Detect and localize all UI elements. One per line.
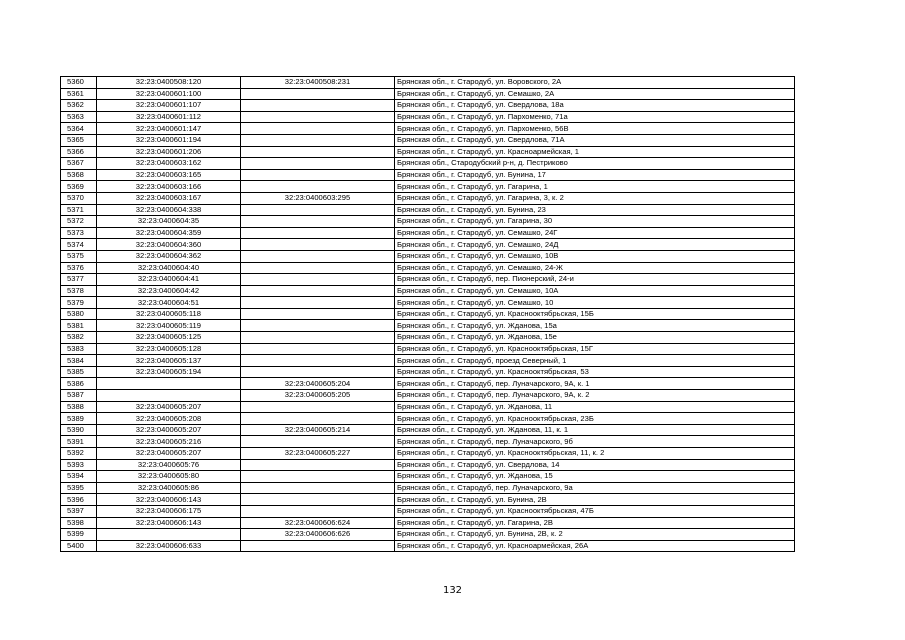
table-row — [61, 529, 795, 541]
address-cell: Брянская обл., г. Стародуб, ул. Жданова, 15а — [395, 320, 795, 332]
row-number-cell: 5399 — [61, 529, 97, 541]
cadastral-number-cell: 32:23:0400604:362 — [97, 250, 241, 262]
address-cell: Брянская обл., г. Стародуб, ул. Бунина, 17 — [395, 169, 795, 181]
address-cell: Брянская обл., г. Стародуб, ул. Краснооктябрьская, 11, к. 2 — [395, 448, 795, 460]
address-cell: Брянская обл., г. Стародуб, ул. Красноармейская, 26А — [395, 540, 795, 552]
cadastral-number-cell: 32:23:0400604:40 — [97, 262, 241, 274]
address-cell: Брянская обл., г. Стародуб, ул. Свердлова, 14 — [395, 459, 795, 471]
related-cadastral-number-cell — [241, 505, 395, 517]
address-cell: Брянская обл., г. Стародуб, пер. Луначарского, 9б — [395, 436, 795, 448]
row-number-cell: 5376 — [61, 262, 97, 274]
cadastral-number-cell: 32:23:0400601:112 — [97, 111, 241, 123]
address-cell: Брянская обл., г. Стародуб, ул. Пархоменко, 71а — [395, 111, 795, 123]
cadastral-number-cell: 32:23:0400605:194 — [97, 366, 241, 378]
table-row — [61, 134, 795, 146]
cadastral-number-cell: 32:23:0400605:207 — [97, 424, 241, 436]
address-cell: Брянская обл., г. Стародуб, ул. Краснооктябрьская, 47Б — [395, 505, 795, 517]
cadastral-number-cell: 32:23:0400605:216 — [97, 436, 241, 448]
row-number-cell: 5395 — [61, 482, 97, 494]
address-cell: Брянская обл., г. Стародуб, ул. Гагарина, 1 — [395, 181, 795, 193]
table-row — [61, 123, 795, 135]
related-cadastral-number-cell — [241, 146, 395, 158]
row-number-cell: 5387 — [61, 390, 97, 402]
cadastral-number-cell: 32:23:0400605:207 — [97, 401, 241, 413]
row-number-cell: 5382 — [61, 332, 97, 344]
cadastral-number-cell — [97, 529, 241, 541]
row-number-cell: 5366 — [61, 146, 97, 158]
cadastral-number-cell: 32:23:0400606:143 — [97, 517, 241, 529]
row-number-cell: 5394 — [61, 471, 97, 483]
row-number-cell: 5389 — [61, 413, 97, 425]
related-cadastral-number-cell — [241, 459, 395, 471]
address-cell: Брянская обл., г. Стародуб, ул. Жданова, 15 — [395, 471, 795, 483]
related-cadastral-number-cell — [241, 123, 395, 135]
cadastral-number-cell: 32:23:0400604:51 — [97, 297, 241, 309]
page-number: 132 — [442, 585, 463, 596]
row-number-cell: 5385 — [61, 366, 97, 378]
row-number-cell: 5383 — [61, 343, 97, 355]
row-number-cell: 5377 — [61, 274, 97, 286]
address-cell: Брянская обл., г. Стародуб, ул. Краснооктябрьская, 15Б — [395, 308, 795, 320]
table-row — [61, 158, 795, 170]
cadastral-number-cell — [97, 390, 241, 402]
related-cadastral-number-cell — [241, 100, 395, 112]
address-cell: Брянская обл., г. Стародуб, ул. Жданова, 15е — [395, 332, 795, 344]
address-cell: Брянская обл., г. Стародуб, ул. Свердлова, 18а — [395, 100, 795, 112]
related-cadastral-number-cell — [241, 134, 395, 146]
cadastral-number-cell: 32:23:0400601:147 — [97, 123, 241, 135]
address-cell: Брянская обл., г. Стародуб, ул. Гагарина, 30 — [395, 216, 795, 228]
table-row — [61, 181, 795, 193]
table-row — [61, 192, 795, 204]
related-cadastral-number-cell — [241, 216, 395, 228]
table-row — [61, 332, 795, 344]
address-cell: Брянская обл., г. Стародуб, ул. Семашко, 10А — [395, 285, 795, 297]
address-cell: Брянская обл., г. Стародуб, ул. Гагарина, 2В — [395, 517, 795, 529]
address-cell: Брянская обл., г. Стародуб, пер. Луначарского, 9А, к. 1 — [395, 378, 795, 390]
cadastral-number-cell — [97, 378, 241, 390]
row-number-cell: 5397 — [61, 505, 97, 517]
address-cell: Брянская обл., г. Стародуб, ул. Жданова, 11 — [395, 401, 795, 413]
cadastral-number-cell: 32:23:0400601:194 — [97, 134, 241, 146]
table-row — [61, 436, 795, 448]
row-number-cell: 5390 — [61, 424, 97, 436]
row-number-cell: 5391 — [61, 436, 97, 448]
related-cadastral-number-cell — [241, 274, 395, 286]
related-cadastral-number-cell — [241, 482, 395, 494]
address-cell: Брянская обл., г. Стародуб, ул. Воровского, 2А — [395, 77, 795, 89]
row-number-cell: 5374 — [61, 239, 97, 251]
cadastral-number-cell: 32:23:0400605:207 — [97, 448, 241, 460]
address-cell: Брянская обл., г. Стародуб, пер. Луначарского, 9А, к. 2 — [395, 390, 795, 402]
row-number-cell: 5384 — [61, 355, 97, 367]
row-number-cell: 5369 — [61, 181, 97, 193]
related-cadastral-number-cell — [241, 471, 395, 483]
cadastral-number-cell: 32:23:0400603:167 — [97, 192, 241, 204]
table-row — [61, 308, 795, 320]
cadastral-number-cell: 32:23:0400604:42 — [97, 285, 241, 297]
row-number-cell: 5380 — [61, 308, 97, 320]
related-cadastral-number-cell — [241, 204, 395, 216]
related-cadastral-number-cell — [241, 169, 395, 181]
related-cadastral-number-cell — [241, 262, 395, 274]
address-cell: Брянская обл., Стародубский р-н, д. Пестриково — [395, 158, 795, 170]
related-cadastral-number-cell — [241, 158, 395, 170]
address-cell: Брянская обл., г. Стародуб, ул. Жданова, 11, к. 1 — [395, 424, 795, 436]
row-number-cell: 5360 — [61, 77, 97, 89]
related-cadastral-number-cell — [241, 366, 395, 378]
address-cell: Брянская обл., г. Стародуб, ул. Красноармейская, 1 — [395, 146, 795, 158]
cadastral-number-cell: 32:23:0400606:175 — [97, 505, 241, 517]
related-cadastral-number-cell — [241, 332, 395, 344]
related-cadastral-number-cell: 32:23:0400606:626 — [241, 529, 395, 541]
table-row — [61, 505, 795, 517]
cadastral-number-cell: 32:23:0400604:41 — [97, 274, 241, 286]
related-cadastral-number-cell — [241, 297, 395, 309]
cadastral-number-cell: 32:23:0400603:162 — [97, 158, 241, 170]
table-row — [61, 517, 795, 529]
table-row — [61, 355, 795, 367]
related-cadastral-number-cell — [241, 250, 395, 262]
cadastral-number-cell: 32:23:0400603:165 — [97, 169, 241, 181]
row-number-cell: 5364 — [61, 123, 97, 135]
related-cadastral-number-cell: 32:23:0400606:624 — [241, 517, 395, 529]
address-cell: Брянская обл., г. Стародуб, ул. Семашко, 24-Ж — [395, 262, 795, 274]
table-row — [61, 216, 795, 228]
table-row — [61, 239, 795, 251]
cadastral-number-cell: 32:23:0400605:125 — [97, 332, 241, 344]
table-row — [61, 204, 795, 216]
table-row — [61, 250, 795, 262]
cadastral-number-cell: 32:23:0400604:359 — [97, 227, 241, 239]
table-row — [61, 390, 795, 402]
row-number-cell: 5363 — [61, 111, 97, 123]
cadastral-number-cell: 32:23:0400601:100 — [97, 88, 241, 100]
address-cell: Брянская обл., г. Стародуб, ул. Семашко, 10 — [395, 297, 795, 309]
related-cadastral-number-cell: 32:23:0400605:204 — [241, 378, 395, 390]
table-row — [61, 146, 795, 158]
related-cadastral-number-cell — [241, 181, 395, 193]
row-number-cell: 5400 — [61, 540, 97, 552]
table-row — [61, 494, 795, 506]
cadastral-number-cell: 32:23:0400605:128 — [97, 343, 241, 355]
cadastral-number-cell: 32:23:0400604:338 — [97, 204, 241, 216]
table-row — [61, 424, 795, 436]
table-row — [61, 401, 795, 413]
row-number-cell: 5367 — [61, 158, 97, 170]
table-row — [61, 448, 795, 460]
related-cadastral-number-cell — [241, 436, 395, 448]
related-cadastral-number-cell — [241, 239, 395, 251]
table-row — [61, 540, 795, 552]
address-cell: Брянская обл., г. Стародуб, ул. Краснооктябрьская, 53 — [395, 366, 795, 378]
related-cadastral-number-cell — [241, 111, 395, 123]
table-row — [61, 227, 795, 239]
cadastral-number-cell: 32:23:0400605:118 — [97, 308, 241, 320]
address-cell: Брянская обл., г. Стародуб, ул. Семашко, 24Г — [395, 227, 795, 239]
table-row — [61, 262, 795, 274]
table-row — [61, 482, 795, 494]
row-number-cell: 5396 — [61, 494, 97, 506]
row-number-cell: 5370 — [61, 192, 97, 204]
address-cell: Брянская обл., г. Стародуб, ул. Семашко, 24Д — [395, 239, 795, 251]
address-cell: Брянская обл., г. Стародуб, ул. Гагарина, 3, к. 2 — [395, 192, 795, 204]
table-row — [61, 169, 795, 181]
row-number-cell: 5381 — [61, 320, 97, 332]
address-cell: Брянская обл., г. Стародуб, пер. Пионерский, 24-и — [395, 274, 795, 286]
cadastral-number-cell: 32:23:0400605:76 — [97, 459, 241, 471]
cadastral-number-cell: 32:23:0400601:206 — [97, 146, 241, 158]
address-cell: Брянская обл., г. Стародуб, ул. Краснооктябрьская, 23Б — [395, 413, 795, 425]
address-cell: Брянская обл., г. Стародуб, ул. Бунина, 2В — [395, 494, 795, 506]
table-body — [61, 77, 795, 552]
related-cadastral-number-cell — [241, 308, 395, 320]
row-number-cell: 5388 — [61, 401, 97, 413]
row-number-cell: 5386 — [61, 378, 97, 390]
address-cell: Брянская обл., г. Стародуб, ул. Бунина, 2В, к. 2 — [395, 529, 795, 541]
cadastral-number-cell: 32:23:0400603:166 — [97, 181, 241, 193]
related-cadastral-number-cell: 32:23:0400508:231 — [241, 77, 395, 89]
row-number-cell: 5398 — [61, 517, 97, 529]
related-cadastral-number-cell — [241, 355, 395, 367]
row-number-cell: 5378 — [61, 285, 97, 297]
cadastral-number-cell: 32:23:0400605:137 — [97, 355, 241, 367]
row-number-cell: 5379 — [61, 297, 97, 309]
cadastral-number-cell: 32:23:0400605:86 — [97, 482, 241, 494]
related-cadastral-number-cell — [241, 227, 395, 239]
row-number-cell: 5392 — [61, 448, 97, 460]
table-row — [61, 343, 795, 355]
related-cadastral-number-cell — [241, 320, 395, 332]
address-cell: Брянская обл., г. Стародуб, ул. Семашко, 2А — [395, 88, 795, 100]
table-row — [61, 320, 795, 332]
row-number-cell: 5365 — [61, 134, 97, 146]
address-cell: Брянская обл., г. Стародуб, ул. Свердлова, 71А — [395, 134, 795, 146]
table-row — [61, 378, 795, 390]
related-cadastral-number-cell — [241, 413, 395, 425]
table-row — [61, 413, 795, 425]
cadastral-number-cell: 32:23:0400604:360 — [97, 239, 241, 251]
cadastral-number-cell: 32:23:0400605:80 — [97, 471, 241, 483]
cadastral-number-cell: 32:23:0400601:107 — [97, 100, 241, 112]
row-number-cell: 5373 — [61, 227, 97, 239]
related-cadastral-number-cell — [241, 285, 395, 297]
row-number-cell: 5393 — [61, 459, 97, 471]
address-cell: Брянская обл., г. Стародуб, пер. Луначарского, 9а — [395, 482, 795, 494]
related-cadastral-number-cell — [241, 343, 395, 355]
cadastral-number-cell: 32:23:0400508:120 — [97, 77, 241, 89]
related-cadastral-number-cell: 32:23:0400605:227 — [241, 448, 395, 460]
cadastral-number-cell: 32:23:0400604:35 — [97, 216, 241, 228]
cadastral-number-cell: 32:23:0400606:633 — [97, 540, 241, 552]
cadastral-table — [60, 76, 795, 552]
row-number-cell: 5372 — [61, 216, 97, 228]
table-row — [61, 100, 795, 112]
related-cadastral-number-cell — [241, 494, 395, 506]
cadastral-number-cell: 32:23:0400605:119 — [97, 320, 241, 332]
related-cadastral-number-cell — [241, 401, 395, 413]
table-row — [61, 77, 795, 89]
table-row — [61, 111, 795, 123]
row-number-cell: 5361 — [61, 88, 97, 100]
table-row — [61, 88, 795, 100]
related-cadastral-number-cell — [241, 88, 395, 100]
table-row — [61, 285, 795, 297]
row-number-cell: 5371 — [61, 204, 97, 216]
table-row — [61, 297, 795, 309]
table-row — [61, 471, 795, 483]
address-cell: Брянская обл., г. Стародуб, ул. Краснооктябрьская, 15Г — [395, 343, 795, 355]
cadastral-number-cell: 32:23:0400605:208 — [97, 413, 241, 425]
table-row — [61, 366, 795, 378]
address-cell: Брянская обл., г. Стародуб, ул. Бунина, 23 — [395, 204, 795, 216]
cadastral-number-cell: 32:23:0400606:143 — [97, 494, 241, 506]
related-cadastral-number-cell — [241, 540, 395, 552]
address-cell: Брянская обл., г. Стародуб, ул. Пархоменко, 56В — [395, 123, 795, 135]
related-cadastral-number-cell: 32:23:0400605:205 — [241, 390, 395, 402]
row-number-cell: 5362 — [61, 100, 97, 112]
table-row — [61, 459, 795, 471]
row-number-cell: 5368 — [61, 169, 97, 181]
address-cell: Брянская обл., г. Стародуб, ул. Семашко, 10В — [395, 250, 795, 262]
related-cadastral-number-cell: 32:23:0400605:214 — [241, 424, 395, 436]
row-number-cell: 5375 — [61, 250, 97, 262]
table-row — [61, 274, 795, 286]
related-cadastral-number-cell: 32:23:0400603:295 — [241, 192, 395, 204]
address-cell: Брянская обл., г. Стародуб, проезд Северный, 1 — [395, 355, 795, 367]
